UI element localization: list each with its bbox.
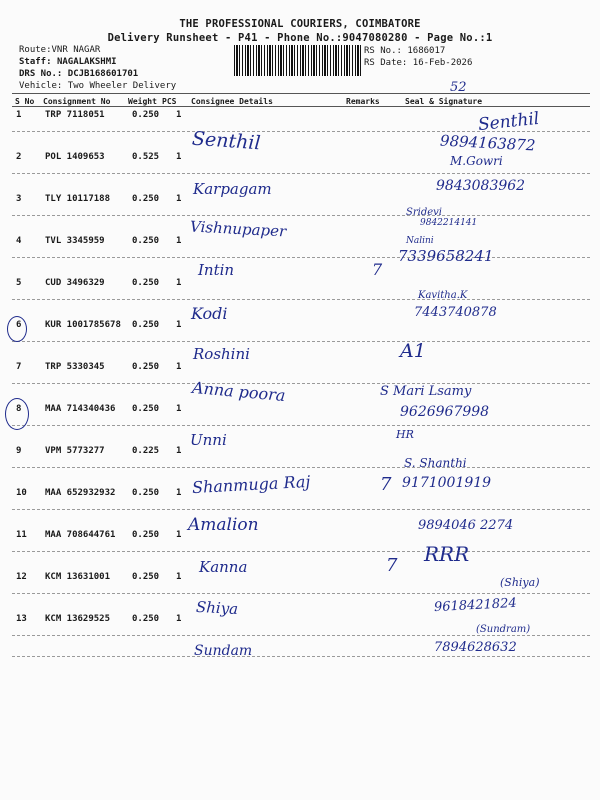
handwritten-signature: (Sundram): [476, 624, 531, 635]
handwritten-signature: Nalini: [406, 236, 434, 246]
col-weight: Weight: [128, 97, 157, 106]
handwritten-signature: Kavitha.K: [418, 290, 468, 301]
row-sno: 9: [16, 446, 22, 456]
row-consignment: TVL 3345959: [45, 236, 105, 246]
handwritten-remark: 7: [372, 260, 383, 279]
row-weight: 0.250: [132, 362, 160, 372]
row-divider: [12, 257, 590, 258]
vehicle-label: Vehicle:: [19, 81, 63, 91]
drs-label: DRS No.:: [19, 69, 63, 79]
staff-line: [19, 57, 117, 67]
row-consignment: MAA 652932932: [45, 488, 116, 498]
row-pcs: 1: [176, 362, 182, 372]
row-weight: 0.250: [132, 404, 160, 414]
row-weight: 0.525: [132, 152, 160, 162]
row-divider: [12, 551, 590, 552]
header-rule-top: [12, 93, 590, 94]
circle-mark-row-8: [5, 398, 29, 430]
handwritten-signature: 7894628632: [434, 640, 517, 655]
row-consignment: POL 1409653: [45, 152, 105, 162]
vehicle-line: [19, 81, 176, 91]
handwritten-signature: HR: [396, 428, 414, 441]
handwritten-signature: 7443740878: [414, 305, 497, 320]
handwritten-name: Sundam: [194, 643, 253, 659]
table-row: [0, 236, 600, 250]
row-divider: [12, 635, 590, 636]
row-consignment: KUR 1001785678: [45, 320, 121, 330]
row-pcs: 1: [176, 404, 182, 414]
row-pcs: 1: [176, 488, 182, 498]
table-row: [0, 194, 600, 208]
rs-no-value: 1686017: [407, 46, 446, 56]
row-consignment: MAA 714340436: [45, 404, 116, 414]
vehicle-value: Two Wheeler Delivery: [67, 81, 177, 91]
handwritten-signature: 9894046 2274: [418, 518, 514, 533]
row-pcs: 1: [176, 278, 182, 288]
drs-value: DCJB168601701: [67, 69, 139, 79]
route-value: VNR NAGAR: [51, 45, 101, 55]
rs-no-label: RS No.:: [364, 46, 402, 56]
row-divider: [12, 509, 590, 510]
row-divider: [12, 299, 590, 300]
row-sno: 1: [16, 110, 22, 120]
handwritten-remark: 7: [386, 555, 398, 576]
header-rule-bottom: [12, 106, 590, 107]
row-sno: 13: [16, 614, 27, 624]
company-title: THE PROFESSIONAL COURIERS, COIMBATORE: [179, 18, 421, 30]
handwritten-signature: A1: [400, 340, 426, 362]
col-remarks: Remarks: [346, 97, 380, 106]
circle-mark-row-6: [7, 316, 27, 342]
handwritten-signature: 9894163872: [439, 131, 536, 155]
handwritten-signature: Senthil: [477, 108, 541, 136]
row-divider: [12, 425, 590, 426]
col-consignment: Consignment No: [43, 97, 111, 106]
handwritten-name: Roshini: [193, 345, 250, 363]
col-pcs: PCS: [162, 97, 177, 106]
rs-date-value: 16-Feb-2026: [412, 58, 473, 68]
row-consignment: TRP 7118051: [45, 110, 105, 120]
handwritten-name: Karpagam: [193, 180, 272, 198]
rs-no-line: [364, 46, 445, 56]
handwritten-signature: 7339658241: [398, 247, 494, 265]
handwritten-signature: S. Shanthi: [404, 456, 467, 470]
handwritten-signature: Sridevi: [406, 207, 442, 218]
rs-date-label: RS Date:: [364, 58, 408, 68]
handwritten-signature: RRR: [424, 542, 470, 566]
handwritten-name: Unni: [190, 431, 227, 449]
row-divider: [12, 173, 590, 174]
handwritten-signature: 9842214141: [420, 218, 478, 228]
row-pcs: 1: [176, 194, 182, 204]
handwritten-signature: 9843083962: [436, 178, 526, 194]
handwritten-name: Shiya: [195, 597, 239, 619]
row-pcs: 1: [176, 236, 182, 246]
row-weight: 0.250: [132, 572, 160, 582]
table-row: [0, 404, 600, 418]
row-sno: 5: [16, 278, 22, 288]
row-divider: [12, 383, 590, 384]
table-row: [0, 320, 600, 334]
handwritten-signature: 9171001919: [402, 475, 492, 491]
row-divider: [12, 215, 590, 216]
row-divider: [12, 593, 590, 594]
row-sno: 10: [16, 488, 27, 498]
handwritten-name: Anna poora: [191, 377, 287, 406]
row-divider: [12, 467, 590, 468]
staff-label: Staff:: [19, 57, 52, 67]
row-weight: 0.250: [132, 530, 160, 540]
staff-value: NAGALAKSHMI: [56, 57, 117, 67]
handwritten-remark: 7: [380, 474, 392, 495]
handwritten-name: Intin: [198, 261, 235, 279]
row-sno: 11: [16, 530, 27, 540]
handwritten-signature: 9618421824: [433, 595, 518, 616]
row-pcs: 1: [176, 446, 182, 456]
row-sno: 6: [16, 320, 22, 330]
row-weight: 0.250: [132, 194, 160, 204]
row-weight: 0.250: [132, 488, 160, 498]
route-line: [19, 45, 100, 55]
route-label: Route:: [19, 45, 52, 55]
row-divider: [12, 656, 590, 657]
row-pcs: 1: [176, 614, 182, 624]
row-pcs: 1: [176, 152, 182, 162]
row-pcs: 1: [176, 530, 182, 540]
row-consignment: MAA 708644761: [45, 530, 116, 540]
handwritten-signature: 9626967998: [400, 404, 490, 420]
handwritten-name: Kodi: [191, 304, 228, 323]
row-consignment: KCM 13631001: [45, 572, 111, 582]
handwritten-name: Shanmuga Raj: [191, 471, 311, 498]
row-sno: 7: [16, 362, 22, 372]
handwritten-count: 52: [450, 80, 467, 95]
table-row: [0, 278, 600, 292]
row-sno: 2: [16, 152, 22, 162]
row-sno: 4: [16, 236, 22, 246]
row-consignment: CUD 3496329: [45, 278, 105, 288]
handwritten-name: Senthil: [191, 127, 262, 155]
row-weight: 0.225: [132, 446, 160, 456]
runsheet-title: Delivery Runsheet - P41 - Phone No.:9047080280 - Page No.:1: [107, 32, 493, 44]
col-seal-signature: Seal & Signature: [405, 97, 483, 106]
row-sno: 12: [16, 572, 27, 582]
barcode-image: [234, 45, 361, 76]
handwritten-name: Vishnupaper: [189, 217, 287, 241]
row-consignment: TLY 10117188: [45, 194, 111, 204]
row-sno: 3: [16, 194, 22, 204]
row-weight: 0.250: [132, 110, 160, 120]
handwritten-signature: S Mari Lsamy: [380, 384, 472, 399]
row-divider: [12, 341, 590, 342]
handwritten-name: Kanna: [199, 558, 248, 576]
col-sno: S No: [15, 97, 35, 106]
row-weight: 0.250: [132, 278, 160, 288]
row-pcs: 1: [176, 320, 182, 330]
row-weight: 0.250: [132, 236, 160, 246]
handwritten-name: Amalion: [188, 515, 259, 535]
table-row: [0, 362, 600, 376]
row-consignment: KCM 13629525: [45, 614, 111, 624]
handwritten-signature: M.Gowri: [450, 154, 503, 168]
row-sno: 8: [16, 404, 22, 414]
row-pcs: 1: [176, 572, 182, 582]
rs-date-line: [364, 58, 472, 68]
handwritten-signature: (Shiya): [500, 576, 540, 589]
table-row: [0, 446, 600, 460]
drs-line: [19, 69, 138, 79]
row-consignment: TRP 5330345: [45, 362, 105, 372]
row-pcs: 1: [176, 110, 182, 120]
row-weight: 0.250: [132, 614, 160, 624]
col-consignee: Consignee Details: [191, 97, 273, 106]
table-row: [0, 152, 600, 166]
row-weight: 0.250: [132, 320, 160, 330]
row-consignment: VPM 5773277: [45, 446, 105, 456]
